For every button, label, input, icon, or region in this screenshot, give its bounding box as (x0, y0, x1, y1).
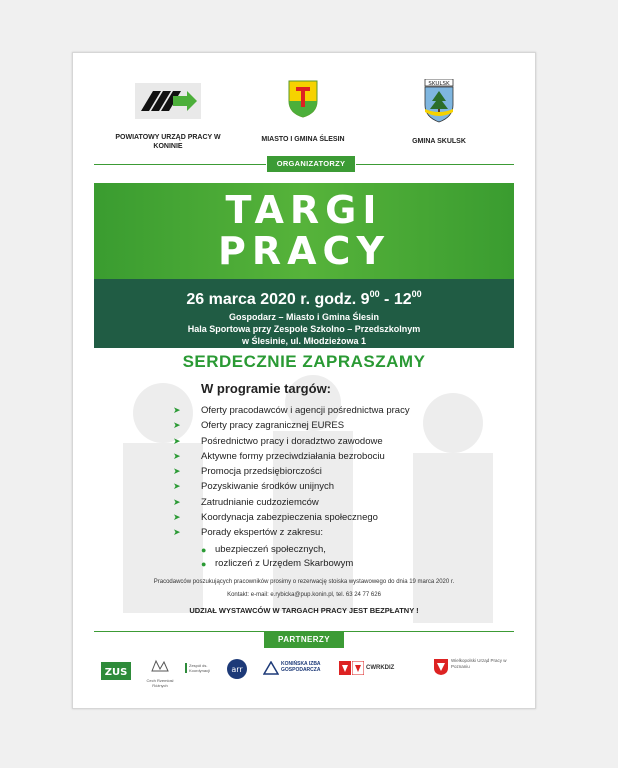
zus-label: ZUS (104, 667, 128, 678)
dot-bullet-icon: ● (201, 545, 207, 555)
event-date-time (94, 283, 514, 311)
arrow-bullet-icon: ➤ (173, 512, 181, 523)
program-item (173, 434, 410, 449)
skulsk-coat-of-arms-icon (422, 79, 456, 123)
arrow-bullet-icon: ➤ (173, 405, 181, 415)
program-item (173, 449, 410, 464)
eagle-emblem-icon (352, 661, 364, 675)
program-item-text: Oferty pracodawców i agencji pośrednictwa pracy (201, 405, 410, 416)
partner-logo-kig (263, 661, 333, 675)
program-list (173, 403, 410, 541)
organizer-caption-skulsk: GMINA SKULSK (412, 138, 466, 145)
zus-logo-icon (101, 662, 131, 680)
partner-logo-cech (143, 659, 177, 688)
kig-label: KONIŃSKA IZBA GOSPODARCZA (281, 661, 321, 673)
program-item-text: Zatrudnianie cudzoziemców (201, 496, 319, 508)
program-item (173, 464, 410, 479)
cech-logo-icon (150, 659, 170, 673)
arr-logo-icon (226, 658, 248, 680)
wielkopolska-crest-icon (433, 658, 449, 676)
program-item (173, 510, 410, 525)
arrow-bullet-icon: ➤ (173, 527, 181, 538)
pup-konin-logo-icon (135, 83, 201, 119)
time-end-minutes: 00 (411, 289, 422, 299)
event-date-text: 26 marca 2020 r. godz. 9 (186, 291, 370, 308)
organizer-logo-skulsk (389, 79, 489, 146)
title-line-1: TARGI (225, 188, 383, 232)
arrow-bullet-icon: ➤ (173, 450, 181, 461)
expert-advice-item (201, 557, 353, 571)
venue-address: w Ślesinie, ul. Młodzieżowa 1 (241, 336, 367, 346)
time-separator: - 12 (379, 291, 412, 308)
program-item-text: Pośrednictwo pracy i doradztwo zawodowe (201, 435, 383, 447)
program-item-text: Porady ekspertów z zakresu: (201, 527, 323, 539)
expert-advice-item (201, 543, 353, 557)
program-item (173, 403, 410, 418)
partner-logo-wup (433, 658, 517, 676)
arrow-bullet-icon: ➤ (173, 435, 181, 446)
invitation-heading: SERDECZNIE ZAPRASZAMY (182, 352, 426, 371)
expert-advice-text: rozliczeń z Urzędem Skarbowym (215, 558, 354, 569)
program-item (173, 525, 410, 540)
job-fair-poster (72, 52, 536, 709)
program-item-text: Koordynacja zabezpieczenia społecznego (201, 512, 378, 524)
arr-label: arr (231, 665, 243, 674)
program-item-text: Promocja przedsiębiorczości (201, 466, 322, 478)
partners-badge: PARTNERZY (264, 632, 344, 648)
program-item-text: Oferty pracy zagranicznej EURES (201, 420, 345, 432)
skulsk-crest-text: SKULSK (428, 81, 450, 87)
date-venue-banner (94, 279, 514, 348)
slesin-coat-of-arms-icon (287, 79, 319, 119)
program-item (173, 418, 410, 433)
arrow-bullet-icon: ➤ (173, 466, 181, 477)
partner-logo-arr (226, 658, 248, 685)
arrow-bullet-icon: ➤ (173, 481, 181, 492)
poland-eagle-icon (339, 661, 351, 675)
organizer-logo-pup (113, 83, 223, 151)
organizers-badge: ORGANIZATORZY (267, 156, 355, 172)
cwrkdiz-label: CWRKDIZ (366, 665, 395, 671)
reservation-note: Pracodawców poszukujących pracowników prosimy o rezerwację stoiska wystawowego do dnia 19 marca 2020 r. (153, 579, 455, 585)
program-item-text: Aktywne formy przeciwdziałania bezrobociu (201, 450, 385, 462)
partner-logo-cwrkdiz (339, 661, 423, 675)
title-banner (94, 183, 514, 279)
partner-logo-zespol (185, 663, 223, 673)
organizer-caption-slesin: MIASTO I GMINA ŚLESIN (261, 136, 345, 143)
organizers-divider-left (94, 164, 266, 165)
arrow-bullet-icon: ➤ (173, 496, 181, 507)
contact-note: Kontakt: e-mail: e.rybicka@pup.konin.pl, tel. 63 24 77 626 (227, 592, 381, 598)
cech-label: Cech Rzemiosł Różnych (146, 678, 174, 688)
free-participation-note: UDZIAŁ WYSTAWCÓW W TARGACH PRACY JEST BEZPŁATNY ! (189, 606, 419, 615)
program-item-text: Pozyskiwanie środków unijnych (201, 481, 335, 493)
zespol-label: Zespół ds. Koordynacji (185, 663, 223, 673)
organizers-divider-right (356, 164, 514, 165)
kig-logo-icon (263, 661, 279, 675)
program-item (173, 495, 410, 510)
expert-advice-list (201, 543, 353, 571)
wup-label: Wielkopolski Urząd Pracy w Poznaniu (451, 658, 507, 669)
title-line-2: PRACY (218, 229, 390, 273)
venue-hall: Hala Sportowa przy Zespole Szkolno – Przedszkolnym (187, 324, 421, 334)
program-heading: W programie targów: (201, 381, 332, 396)
time-start-minutes: 00 (369, 289, 380, 299)
program-item (173, 479, 410, 494)
organizer-caption-pup: POWIATOWY URZĄD PRACY W KONINIE (115, 134, 221, 150)
arrow-bullet-icon: ➤ (173, 420, 181, 431)
dot-bullet-icon: ● (201, 559, 207, 569)
organizer-logo-slesin (253, 79, 353, 144)
venue-host: Gospodarz – Miasto i Gmina Ślesin (228, 312, 380, 322)
partner-logo-zus (101, 662, 131, 685)
expert-advice-text: ubezpieczeń społecznych, (215, 544, 326, 555)
